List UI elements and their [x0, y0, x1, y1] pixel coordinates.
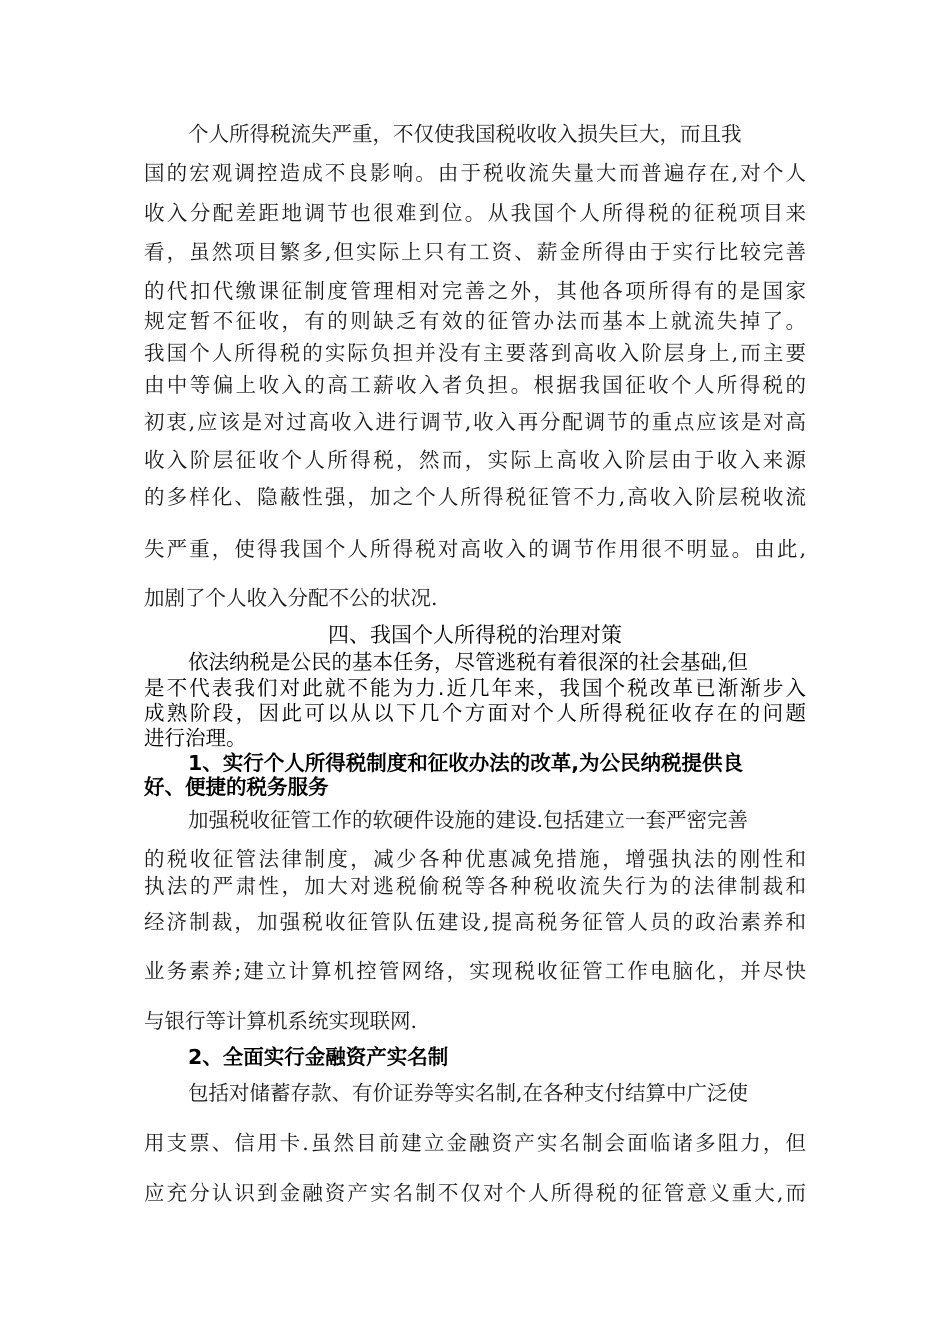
paragraph-line: 的税收征管法律制度，减少各种优惠减免措施，增强执法的刚性和 [144, 847, 806, 871]
paragraph-line: 我国个人所得税的实际负担并没有主要落到高收入阶层身上,而主要 [144, 341, 806, 365]
paragraph-line: 初衷,应该是对过高收入进行调节,收入再分配调节的重点应该是对高 [144, 410, 806, 434]
paragraph-line: 业务素养;建立计算机控管网络，实现税收征管工作电脑化，并尽快 [144, 959, 806, 983]
paragraph-line: 国的宏观调控造成不良影响。由于税收流失量大而普遍存在,对个人 [144, 161, 806, 185]
paragraph-line: 的多样化、隐蔽性强，加之个人所得税征管不力,高收入阶层税收流 [144, 485, 806, 509]
paragraph-line: 包括对储蓄存款、有价证券等实名制,在各种支付结算中广泛使 [188, 1081, 749, 1105]
paragraph-line: 经济制裁，加强税收征管队伍建设,提高税务征管人员的政治素养和 [144, 910, 806, 934]
paragraph-line: 收入分配差距地调节也很难到位。从我国个人所得税的征税项目来 [144, 201, 806, 225]
paragraph-line: 看，虽然项目繁多,但实际上只有工资、薪金所得由于实行比较完善 [144, 240, 806, 264]
paragraph-line: 失严重，使得我国个人所得税对高收入的调节作用很不明显。由此, [144, 537, 806, 561]
paragraph-line: 与银行等计算机系统实现联网. [144, 1009, 418, 1033]
paragraph-line: 是不代表我们对此就不能为力.近几年来，我国个税改革已渐渐步入 [144, 676, 806, 700]
paragraph-line: 成熟阶段，因此可以从以下几个方面对个人所得税征收存在的问题 [144, 701, 806, 725]
paragraph-line: 个人所得税流失严重，不仅使我国税收收入损失巨大，而且我 [188, 122, 742, 146]
paragraph-line: 进行治理。 [144, 726, 247, 750]
paragraph-line: 收入阶层征收个人所得税，然而，实际上高收入阶层由于收入来源 [144, 448, 806, 472]
paragraph-line: 加强税收征管工作的软硬件设施的建设.包括建立一套严密完善 [188, 808, 749, 832]
paragraph-line: 依法纳税是公民的基本任务，尽管逃税有着很深的社会基础,但 [188, 650, 749, 674]
subheading: 1、实行个人所得税制度和征收办法的改革,为公民纳税提供良 [188, 751, 744, 775]
subheading: 好、便捷的税务服务 [144, 775, 329, 799]
section-heading: 四、我国个人所得税的治理对策 [328, 623, 622, 647]
subheading: 2、全面实行金融资产实名制 [188, 1045, 449, 1069]
paragraph-line: 规定暂不征收，有的则缺乏有效的征管办法而基本上就流失掉了。 [144, 309, 806, 333]
paragraph-line: 由中等偏上收入的高工薪收入者负担。根据我国征收个人所得税的 [144, 373, 806, 397]
paragraph-line: 执法的严肃性，加大对逃税偷税等各种税收流失行为的法律制裁和 [144, 874, 806, 898]
paragraph-line: 的代扣代缴课征制度管理相对完善之外，其他各项所得有的是国家 [144, 279, 806, 303]
paragraph-line: 应充分认识到金融资产实名制不仅对个人所得税的征管意义重大,而 [144, 1181, 806, 1205]
paragraph-line: 加剧了个人收入分配不公的状况. [144, 586, 438, 610]
paragraph-line: 用支票、信用卡.虽然目前建立金融资产实名制会面临诸多阻力，但 [144, 1131, 806, 1155]
